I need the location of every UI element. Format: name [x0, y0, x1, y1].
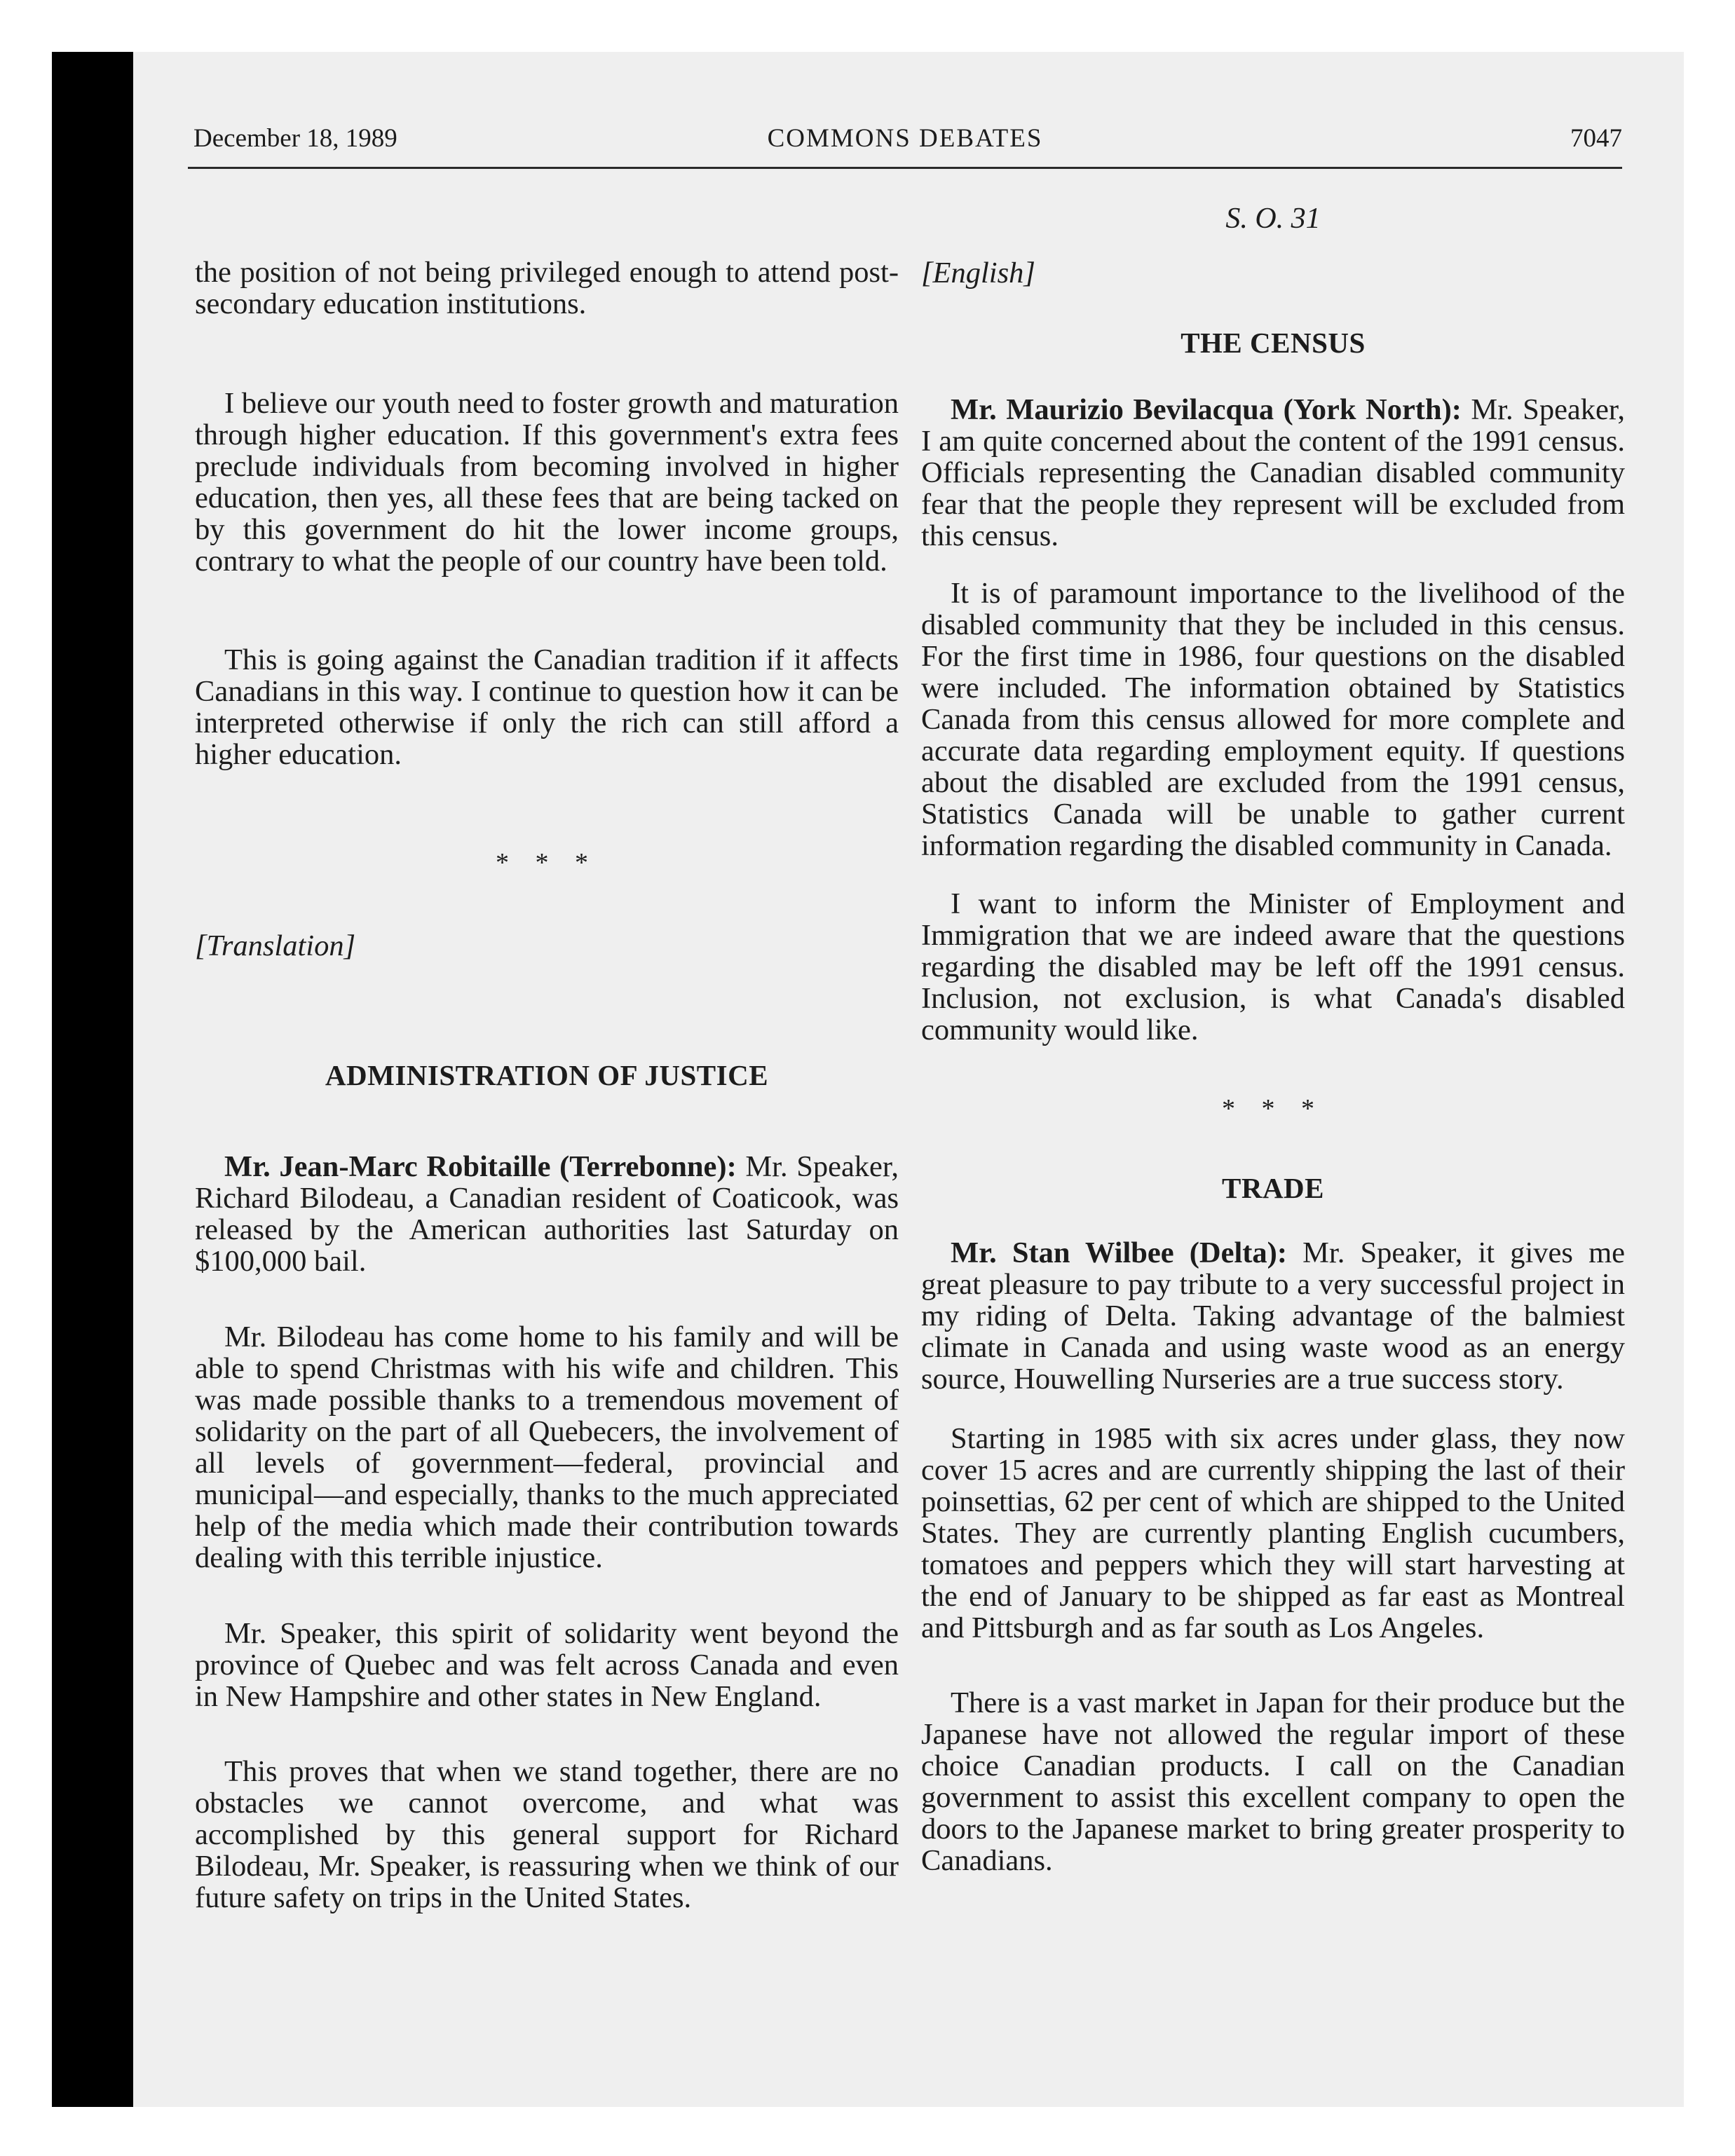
section-separator: * * * — [496, 848, 598, 878]
right-paragraph-2: It is of paramount importance to the livelihood of the disabled community that they be included in this census. For the first time in 1986, four questions on the disabled were included. The information obtained by Statistics Canada from this census allowed for more complete and accurate data regarding employment equity. If questions about the disabled are excluded from the 1991 census, Statistics Canada will be unable to gather current information regarding the disabled community in Canada. — [921, 577, 1625, 862]
left-paragraph-6: Mr. Speaker, this spirit of solidarity went beyond the province of Quebec and was felt across Canada and even in New Hampshire and other states in New England. — [195, 1617, 899, 1713]
left-paragraph-1: the position of not being privileged enough to attend post-secondary education institutions. — [195, 256, 899, 320]
right-paragraph-5: Starting in 1985 with six acres under glass, they now cover 15 acres and are currently shipping the last of their poinsettias, 62 per cent of which are shipped to the United States. They are currently planting English cucumbers, tomatoes and peppers which they will start harvesting at the end of January to be shipped as far east as Montreal and Pittsburgh and as far south as Los Angeles. — [921, 1422, 1625, 1644]
page-header — [188, 123, 1622, 169]
right-paragraph-4 — [921, 1237, 1625, 1395]
heading-trade: TRADE — [1221, 1172, 1325, 1204]
section-separator: * * * — [1222, 1094, 1324, 1124]
speaker-name: Mr. Stan Wilbee (Delta): — [951, 1236, 1287, 1269]
header-title: COMMONS DEBATES — [767, 124, 1043, 153]
left-paragraph-5: Mr. Bilodeau has come home to his family and will be able to spend Christmas with his wife and children. This was made possible thanks to a tremendous movement of solidarity on the part of all Quebecers, the involvement of all levels of government—federal, provincial and municipal—and especially, thanks to the much appreciated help of the media which made their contribution towards dealing with this terrible injustice. — [195, 1321, 899, 1574]
left-paragraph-3: This is going against the Canadian tradition if it affects Canadians in this way. I continue to question how it can be interpreted otherwise if only the rich can still afford a higher education. — [195, 643, 899, 771]
left-paragraph-7: This proves that when we stand together, there are no obstacles we cannot overcome, and what was accomplished by this general support for Richard Bilodeau, Mr. Speaker, is reassuring when we think of our future safety on trips in the United States. — [195, 1755, 899, 1914]
language-note-translation: [Translation] — [195, 929, 356, 962]
speaker-name: Mr. Jean-Marc Robitaille (Terrebonne): — [224, 1150, 737, 1183]
right-paragraph-1 — [921, 394, 1625, 552]
section-label: S. O. 31 — [1225, 203, 1321, 235]
speech-text: Mr. Speaker, it gives me great pleasure to pay tribute to a very successful project in my riding of Delta. Taking advantage of the balmiest climate in Canada and using waste wood as an energy source, Houwelling Nurseries are a true success story. — [921, 1236, 1625, 1396]
right-column — [921, 203, 1625, 1876]
heading-administration-of-justice: ADMINISTRATION OF JUSTICE — [325, 1059, 769, 1091]
speech-text: Mr. Speaker, I am quite concerned about the content of the 1991 census. Officials representing the Canadian disabled community fear that the people they represent will be excluded from this census. — [921, 393, 1625, 552]
right-paragraph-6: There is a vast market in Japan for their produce but the Japanese have not allowed the regular import of these choice Canadian products. I call on the Canadian government to assist this excellent company to open the doors to the Japanese market to bring greater prosperity to Canadians. — [921, 1686, 1625, 1877]
header-date: December 18, 1989 — [193, 124, 397, 153]
speech-text: Mr. Speaker, Richard Bilodeau, a Canadian resident of Coaticook, was released by the American authorities last Saturday on $100,000 bail. — [195, 1150, 899, 1278]
right-paragraph-3: I want to inform the Minister of Employment and Immigration that we are indeed aware that the questions regarding the disabled may be left off the 1991 census. Inclusion, not exclusion, is what Canada's disabled community would like. — [921, 887, 1625, 1046]
left-paragraph-2: I believe our youth need to foster growth and maturation through higher education. If this government's extra fees preclude individuals from becoming involved in higher education, then yes, all these fees that are being tacked on by this government do hit the lower income groups, contrary to what the people of our country have been told. — [195, 387, 899, 578]
header-page-number: 7047 — [1570, 124, 1622, 153]
left-column — [195, 203, 899, 1913]
heading-the-census: THE CENSUS — [1181, 327, 1366, 359]
language-note-english: [English] — [921, 257, 1035, 289]
binding-edge-shadow — [52, 52, 133, 2107]
speaker-name: Mr. Maurizio Bevilacqua (York North): — [951, 393, 1462, 426]
left-paragraph-4 — [195, 1151, 899, 1277]
